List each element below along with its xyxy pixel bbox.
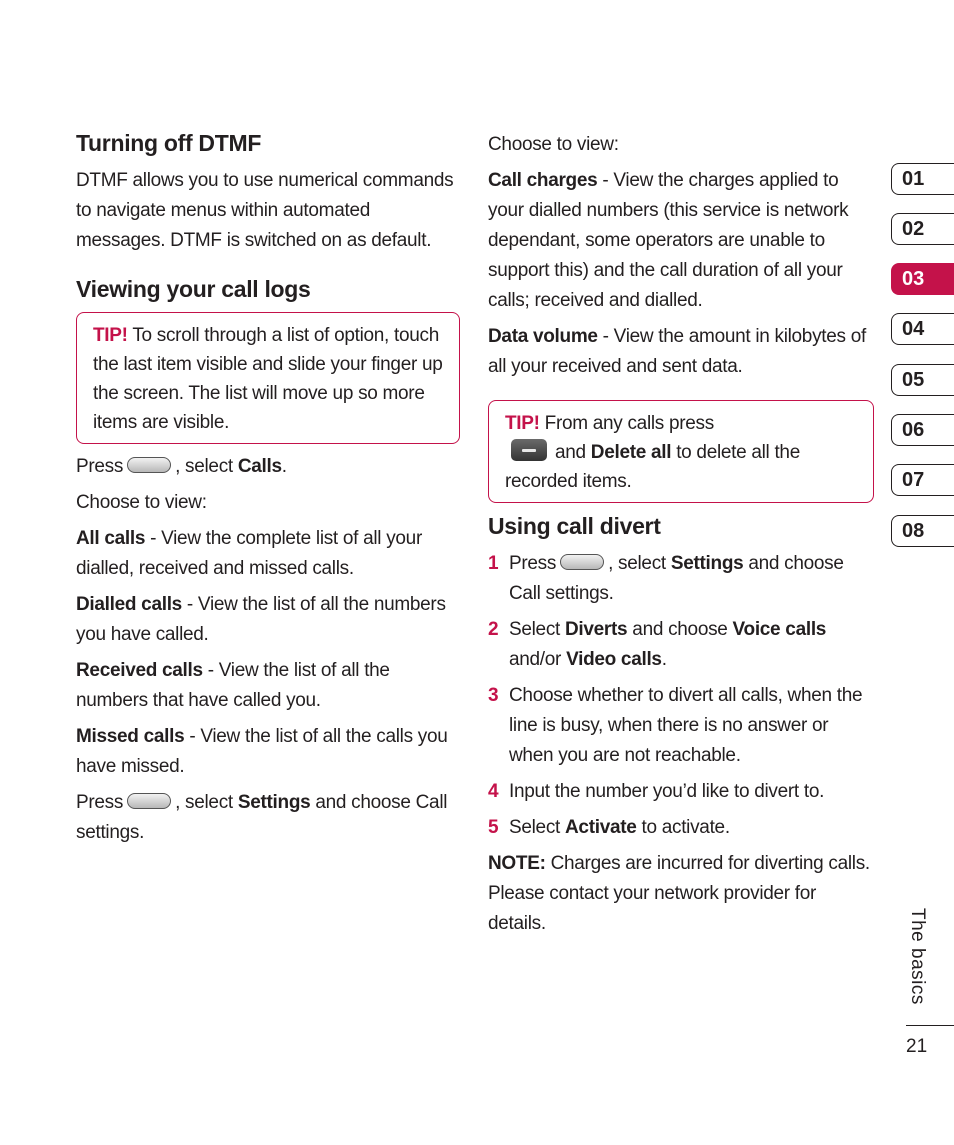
activate-term: Activate (565, 817, 637, 838)
chapter-tab-06[interactable]: 06 (891, 414, 954, 446)
dtmf-paragraph: DTMF allows you to use numerical commands to navigate menus within automated messages. DTMF is switched on as default. (76, 170, 454, 251)
term: Call charges (488, 170, 598, 191)
delete-all-term: Delete all (590, 442, 672, 463)
step-4 (488, 777, 874, 807)
call-logs-heading: Viewing your call logs (76, 276, 311, 302)
description: - View the complete list of all your dialled, received and missed calls. (76, 528, 422, 579)
term: Data volume (488, 326, 598, 347)
log-item-missed-calls (76, 722, 460, 782)
press-text: Press (76, 456, 124, 477)
term: Dialled calls (76, 594, 182, 615)
step-5 (488, 813, 874, 843)
calls-term: Calls (237, 456, 282, 477)
select-text: , select (175, 456, 238, 477)
call-divert-heading: Using call divert (488, 513, 661, 539)
log-item-data-volume (488, 322, 874, 382)
log-item-dialled-calls (76, 590, 460, 650)
chapter-tab-08[interactable]: 08 (891, 515, 954, 547)
step-number: 5 (488, 817, 499, 838)
chapter-tab-01[interactable]: 01 (891, 163, 954, 195)
term: Missed calls (76, 726, 185, 747)
tip-text: From any calls press (539, 413, 714, 434)
dtmf-heading: Turning off DTMF (76, 130, 262, 156)
select-text: Select (509, 619, 565, 640)
menu-key-icon (560, 554, 604, 570)
press-settings-instruction (76, 788, 460, 848)
tip-label: TIP! (93, 325, 128, 346)
note-text: Charges are incurred for diverting calls. Please contact your network provider for details. (488, 853, 870, 934)
andor-text: and/or (509, 649, 567, 670)
settings-term: Settings (670, 553, 744, 574)
chapter-tab-05[interactable]: 05 (891, 364, 954, 396)
tip-and: and (555, 442, 591, 463)
choose-text: and choose Call settings. (76, 792, 448, 843)
term: All calls (76, 528, 146, 549)
diverts-term: Diverts (565, 619, 628, 640)
log-item-received-calls (76, 656, 460, 716)
video-calls-term: Video calls (566, 649, 662, 670)
period-text: . (661, 649, 667, 670)
step-number: 4 (488, 781, 499, 802)
description: - View the list of all the numbers you have called. (76, 594, 446, 645)
clear-key-icon (511, 439, 547, 461)
step-number: 1 (488, 553, 499, 574)
step-text: Choose whether to divert all calls, when the line is busy, when there is no answer or when you are not reachable. (509, 685, 863, 766)
description: - View the list of all the calls you have missed. (76, 726, 448, 777)
description: - View the amount in kilobytes of all your received and sent data. (488, 326, 866, 377)
step-number: 3 (488, 685, 499, 706)
log-item-all-calls (76, 524, 460, 584)
menu-key-icon (127, 457, 171, 473)
step-text: to activate. (636, 817, 730, 838)
select-text: , select (175, 792, 238, 813)
term: Received calls (76, 660, 203, 681)
step-text: Input the number you’d like to divert to. (509, 781, 825, 802)
step-2 (488, 615, 874, 675)
choose-text: and choose (627, 619, 733, 640)
period-text: . (281, 456, 287, 477)
note-label: NOTE: (488, 853, 546, 874)
press-text: Press (509, 553, 557, 574)
chapter-tab-04[interactable]: 04 (891, 313, 954, 345)
choose-to-view-left: Choose to view: (76, 492, 207, 513)
select-text: Select (509, 817, 565, 838)
press-text: Press (76, 792, 124, 813)
chapter-tab-07[interactable]: 07 (891, 464, 954, 496)
right-column (488, 130, 874, 945)
step-3 (488, 681, 874, 771)
chapter-tab-03[interactable]: 03 (891, 263, 954, 295)
choose-to-view-right: Choose to view: (488, 134, 619, 155)
tip-label: TIP! (505, 413, 540, 434)
tip-post: to delete all the recorded items. (505, 442, 800, 492)
tip-box-scroll (76, 312, 460, 444)
settings-term: Settings (237, 792, 311, 813)
voice-calls-term: Voice calls (732, 619, 827, 640)
press-calls-instruction (76, 452, 460, 482)
section-label: The basics (907, 908, 928, 1005)
select-text: , select (608, 553, 671, 574)
description: - View the list of all the numbers that have called you. (76, 660, 390, 711)
step-1 (488, 549, 874, 609)
description: - View the charges applied to your dialled numbers (this service is network dependant, some operators are unable to support this) and the call duration of all your calls; received and dialled. (488, 170, 849, 311)
tip-text: To scroll through a list of option, touch the last item visible and slide your finger up the screen. The list will move up so more items are visible. (93, 325, 443, 433)
page-number: 21 (906, 1036, 928, 1057)
chapter-tab-02[interactable]: 02 (891, 213, 954, 245)
note-paragraph (488, 849, 874, 939)
tip-box-delete (488, 400, 874, 503)
footer-divider (906, 1025, 954, 1026)
choose-text: and choose Call settings. (509, 553, 844, 604)
menu-key-icon (127, 793, 171, 809)
step-number: 2 (488, 619, 499, 640)
divert-steps (488, 549, 874, 843)
log-item-call-charges (488, 166, 874, 316)
left-column (76, 128, 460, 854)
